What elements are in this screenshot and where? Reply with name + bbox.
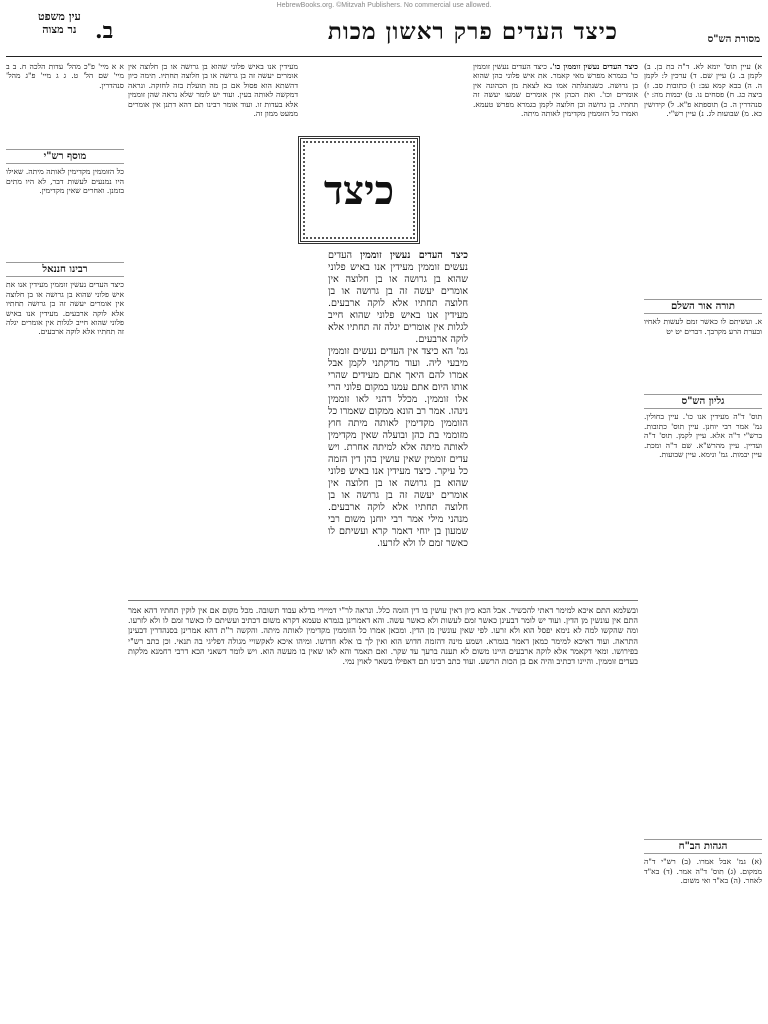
mosaf-rashi-text: כל הזוממין מקדימין לאותה מיתה. שאילו היו נמנעים לעשות דבר, לא היו מתים בזמנן. ואחרים שאין מקדימין. [6, 167, 124, 196]
masoret-hashas-column [644, 62, 762, 292]
gilyon-hashas-text: תוס' ד"ה מעידין אנו כו'. עיין בחולין. גמ' אמר רבי יוחנן. עיין תוס' כתובות. ברש"י ד"ה אלא. עיין לקמן. תוס' ד"ה ועדיין. עיין מהרש"א. שם ד"ה ומכת. עיין יבמות. גמ' ונימא. עיין שבועות. [644, 412, 762, 460]
opening-word-frame [303, 141, 415, 239]
rabbeinu-chananel-text: כיצד העדים נעשין זוממין מעידין אנו את איש פלוני שהוא בן גרושה או בן חלוצה אין אומרים יעשה זה בן גרושה תחתיו אלא לוקה ארבעים. מעידין אנו באיש פלוני שהוא חייב לגלות אין אומרים יגלה זה תחתיו אלא לוקה ארבעים. [6, 280, 124, 337]
ein-mishpat-column [6, 62, 124, 142]
hagahot-habach-title: הגהות הב"ח [644, 839, 762, 854]
rashi-lead: כיצד העדים נעשין זוממין כו'. [549, 62, 638, 71]
rashi-text [473, 62, 638, 118]
lower-section-rule [128, 600, 638, 601]
mishna-body: העדים נעשים זוממין מעידין אנו באיש פלוני שהוא בן גרושה או בן חלוצה אין אומרים יעשה זה בן גרושה או בן חלוצה תחתיו אלא לוקה ארבעים. מעידין אנו באיש פלוני שהוא חייב לגלות אין אומרים יגלה זה תחתיו אלא לוקה ארבעים. [328, 250, 468, 345]
gemara-text: גמ' הא כיצד אין העדים נעשים זוממין מיבעי ליה. ועוד מדקתני לקמן אבל אמרו להם היאך אתם מעידים שהרי אותו היום אתם עמנו במקום פלוני הרי אלו זוממין. מכלל דהני לאו זוממין נינהו. אמר רב הונא ממקום שאמרו כל הזוממין מקדימין לאותה מיתה חוץ מזוממי בת כהן ובועלה שאין מקדימין לאותה מיתה אלא למיתה אחרת. ויש עדים זוממין שאין עושין בהן דין הזמה כל עיקר. כיצד מעידין אנו באיש פלוני שהוא בן גרושה או בן חלוצה אין אומרים יעשה זה בן גרושה או בן חלוצה תחתיו אלא לוקה ארבעים. מנהני מילי אמר רבי יוחנן משום רבי שמעון בן יוחי דאמר קרא ועשיתם לו כאשר זמם לו ולא לזרעו. [328, 346, 468, 549]
daf-number: ב. [95, 18, 114, 44]
mishna-lead: כיצד העדים נעשין זוממין [360, 250, 468, 261]
ein-mishpat-label: עין משפט [38, 10, 81, 23]
masoret-header-label: מסורת הש"ס [707, 34, 760, 45]
tosafot-column [128, 62, 298, 592]
gilyon-hashas-column [644, 390, 762, 830]
torah-or-column [644, 295, 762, 390]
page-title: כיצד העדים פרק ראשון מכות [327, 18, 618, 45]
rabbeinu-chananel-column [6, 258, 124, 1018]
ein-mishpat-header [38, 10, 81, 36]
lower-commentary-column [128, 606, 638, 1018]
masoret-text: א) עיין תוס' יומא לא. ד"ה בת בן. ב) לקמן ב. ג) עיין שם. ד) ערכין ל: לקמן ה. ה) בבא קמא עב: ו) כתובות סב. ז) ביצה כג. ח) פסחים נו. ט) יבמות מה: י) סנהדרין ה. כ) תוספתא פ"א. ל) קידושין כא. מ) שבועות לג. נ) עיין רש"י. [644, 62, 762, 119]
hagahot-habach-text: (א) גמ' אבל אמרו. (ב) רש"י ד"ה ממקום. (ג) תוס' ד"ה אמר. (ד) בא"ד לאחר. (ה) בא"ד ואי משום. [644, 857, 762, 886]
rashi-body: כיצד העדים נעשין זוממין כו' בגמרא מפרש מאי קאמר. את איש פלוני כהן שהוא בן גרושה. כשנתגלתה אמו בא לצאת מן הכהונה אין אומרים וכו'. ואת הכהן אין אומרים שמעו יעשה זה תחתיו. בן גרושה ובן חלוצה לקמן בגמרא מפרש טעמא. ואמרו כל הזוממין מקדימין לאותה מיתה. [473, 62, 638, 119]
gilyon-hashas-title: גליון הש"ס [644, 394, 762, 409]
copyright-notice: HebrewBooks.org. ©Mitzvah Publishers. No commercial use allowed. [276, 2, 492, 9]
main-text-column [328, 250, 468, 595]
opening-word: כיצד [323, 166, 395, 214]
opening-word-box [298, 136, 420, 244]
mishna-text [328, 250, 468, 346]
mosaf-rashi-column [6, 145, 124, 255]
torah-or-text: א. ועשיתם לו כאשר זמם לעשות לאחיו ובערת הרע מקרבך. דברים יט יט [644, 317, 762, 336]
hagahot-habach-column [644, 835, 762, 1020]
page-header [0, 10, 768, 54]
ein-mishpat-text: א א מיי' פ"כ מהל' עדות הלכה ח. ב ב מיי' שם הל' ט. ג ג מיי' פ"ג מהל' סנהדרין. [6, 62, 124, 90]
torah-or-title: תורה אור השלם [644, 299, 762, 314]
tosafot-text: מעידין אנו באיש פלוני שהוא בן גרושה או בן חלוצה אין אומרים יעשה זה בן גרושה או בן חלוצה תחתיו. תימה כיון דהשתא הוא פסול אם כן מה תועלת בזה לחזקה. ונראה דמקשה לאותה בעין. ועוד יש לומר שלא נראה שהן זוממין אלא בעדות זו. ועוד אומר רבינו תם דהא דתנן אין אומרים ממעט ממון זה. [128, 62, 298, 119]
rabbeinu-chananel-title: רבינו חננאל [6, 262, 124, 277]
rashi-column [473, 62, 638, 592]
mosaf-rashi-title: מוסף רש"י [6, 149, 124, 164]
lower-commentary-text: ובשלמא התם איכא למימר דאתי להכשיר. אבל הכא כיון דאין עושין בו דין הזמה כלל. ונראה לר"י דמיירי בדלא עבוד תשובה. מכל מקום אם אין לוקין תחתיו דהא אמר התם אין עונשין מן הדין. ועוד יש לומר דבעינן כאשר זמם לעשות ולא כאשר עשה. והא דאמרינן בגמרא טעמא דקרא משום דכתיב ועשיתם לו כאשר זמם לו ולא לזרעו. ומה שהקשו למה לא נימא יפסל הוא ולא זרעו. לפי שאין עונשין מן הדין. ומכאן אמרו כל הזוממין מקדימין לאותה מיתה. והקשה ר"ת דהא אמרינן בסנהדרין דבעינן התראה. ועוד דאיכא למימר כמאן דאמר בגמרא. ושמע מינה דהזמה חדוש הוא ואין לך בו אלא חדושו. ומיהו איכא לאקשויי מגולה דפליגי בה תנאי. וכן כתב רש"י בפירושו. ומאי דקאמר אלא לוקה ארבעים היינו משום לא תענה ברעך עד שקר. ואם תאמר והא לאו שאין בו מעשה הוא. ויש לומר דשאני הכא דרבי רחמנא מלקות בעדים זוממין. והיינו דכתיב והיה אם בן הכות הרשע. ועוד כתב רבינו תם דאפילו בשאר לאוין נמי. [128, 606, 638, 667]
ner-mitzvah-label: נר מצוה [42, 23, 77, 36]
header-rule [6, 56, 762, 57]
